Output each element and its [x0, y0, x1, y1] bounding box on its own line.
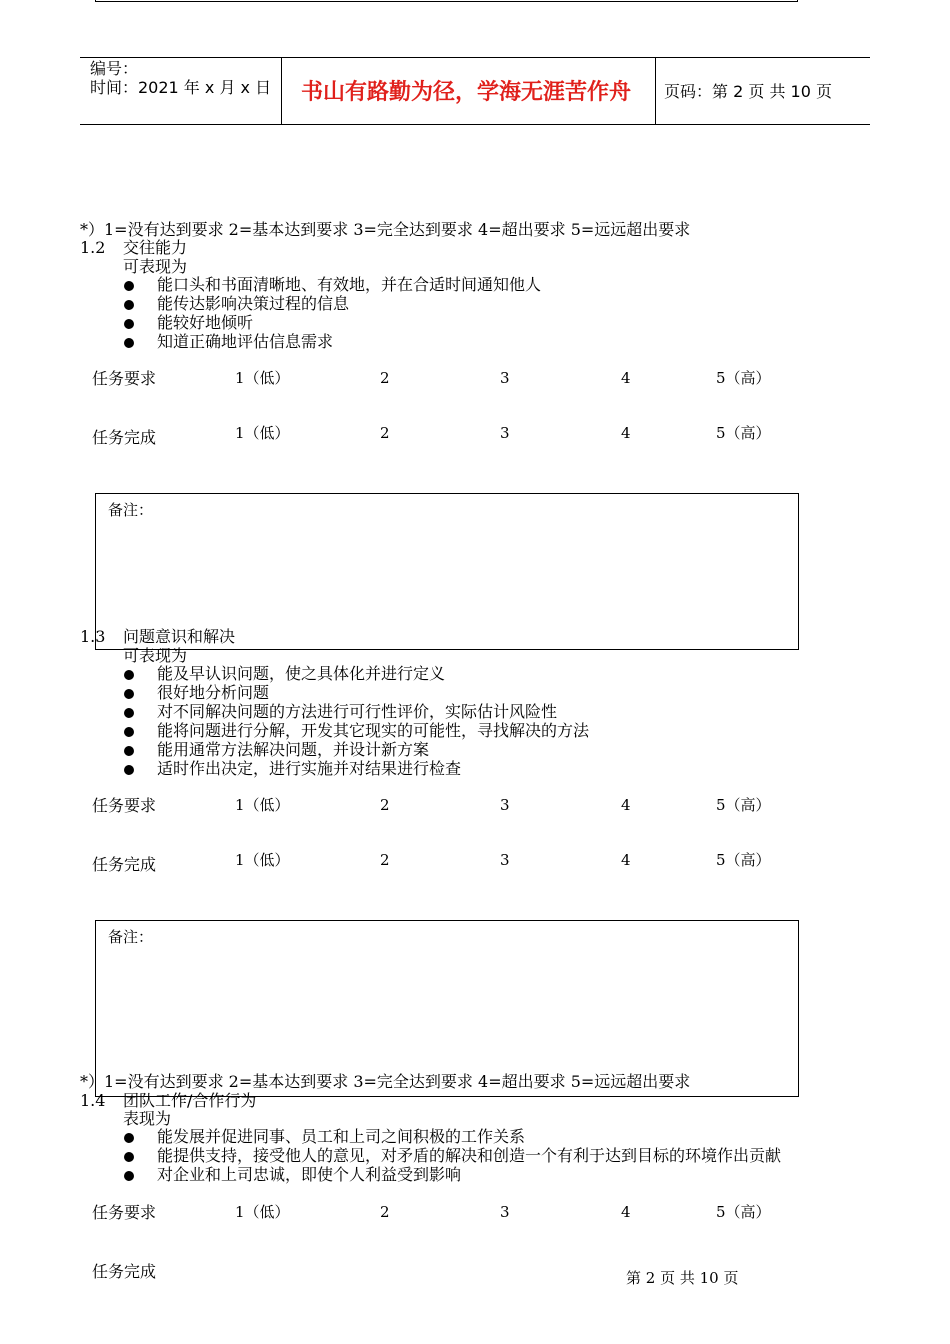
rating-legend: *）1=没有达到要求 2=基本达到要求 3=完全达到要求 4=超出要求 5=远远超出要求: [80, 1072, 691, 1091]
rating-option-2[interactable]: 2: [380, 424, 390, 442]
rating-option-4[interactable]: 4: [621, 1203, 631, 1221]
bullet-icon: [124, 746, 134, 756]
section-intro: 可表现为: [123, 257, 188, 276]
rating-option-1[interactable]: 1（低）: [235, 796, 290, 814]
bullet-icon: [124, 689, 134, 699]
header-page-label: 页码：第 2 页 共 10 页: [664, 82, 832, 101]
rating-row-label: 任务要求: [92, 1203, 157, 1222]
rating-row-label: 任务要求: [92, 369, 157, 388]
remarks-box[interactable]: [95, 920, 799, 1097]
remarks-label: 备注：: [108, 501, 154, 519]
section-title: 团队工作/合作行为: [123, 1091, 257, 1110]
rating-option-2[interactable]: 2: [380, 369, 390, 387]
rating-option-1[interactable]: 1（低）: [235, 1203, 290, 1221]
bullet-icon: [124, 670, 134, 680]
rating-legend: *）1=没有达到要求 2=基本达到要求 3=完全达到要求 4=超出要求 5=远远超出要求: [80, 220, 691, 239]
rating-option-5[interactable]: 5（高）: [716, 1203, 771, 1221]
section-title: 问题意识和解决: [123, 627, 236, 646]
rating-option-5[interactable]: 5（高）: [716, 424, 771, 442]
bullet-icon: [124, 300, 134, 310]
rating-option-4[interactable]: 4: [621, 369, 631, 387]
page-footer: 第 2 页 共 10 页: [626, 1269, 739, 1287]
list-item: 对企业和上司忠诚，即使个人利益受到影响: [157, 1165, 462, 1184]
bullet-icon: [124, 727, 134, 737]
rating-option-3[interactable]: 3: [500, 424, 510, 442]
rating-option-4[interactable]: 4: [621, 796, 631, 814]
rating-option-1[interactable]: 1（低）: [235, 424, 290, 442]
section-number: 1.2: [80, 238, 106, 257]
document-time-label: 时间：2021 年 x 月 x 日: [90, 78, 272, 97]
rating-option-3[interactable]: 3: [500, 369, 510, 387]
bullet-icon: [124, 1133, 134, 1143]
list-item: 对不同解决问题的方法进行可行性评价，实际估计风险性: [157, 702, 558, 721]
bullet-icon: [124, 708, 134, 718]
bullet-icon: [124, 1171, 134, 1181]
list-item: 能传达影响决策过程的信息: [157, 294, 350, 313]
rating-option-5[interactable]: 5（高）: [716, 796, 771, 814]
section-intro: 表现为: [123, 1109, 172, 1128]
bullet-icon: [124, 765, 134, 775]
list-item: 能提供支持，接受他人的意见，对矛盾的解决和创造一个有利于达到目标的环境作出贡献: [157, 1146, 782, 1165]
rating-option-3[interactable]: 3: [500, 851, 510, 869]
bullet-icon: [124, 1152, 134, 1162]
rating-option-3[interactable]: 3: [500, 1203, 510, 1221]
bullet-icon: [124, 281, 134, 291]
rating-option-2[interactable]: 2: [380, 796, 390, 814]
bullet-icon: [124, 319, 134, 329]
bullet-icon: [124, 338, 134, 348]
prev-box-bottom: [95, 1, 797, 2]
rating-option-1[interactable]: 1（低）: [235, 369, 290, 387]
rating-option-1[interactable]: 1（低）: [235, 851, 290, 869]
list-item: 能用通常方法解决问题，并设计新方案: [157, 740, 430, 759]
rating-option-5[interactable]: 5（高）: [716, 851, 771, 869]
list-item: 知道正确地评估信息需求: [157, 332, 334, 351]
list-item: 能发展并促进同事、员工和上司之间积极的工作关系: [157, 1127, 526, 1146]
remarks-label: 备注：: [108, 928, 154, 946]
rating-row-label: 任务完成: [92, 855, 157, 874]
rating-row-label: 任务要求: [92, 796, 157, 815]
document-number-label: 编号：: [90, 59, 139, 78]
list-item: 能将问题进行分解，开发其它现实的可能性，寻找解决的方法: [157, 721, 590, 740]
section-intro: 可表现为: [123, 646, 188, 665]
rating-option-4[interactable]: 4: [621, 424, 631, 442]
rating-option-2[interactable]: 2: [380, 851, 390, 869]
rating-option-2[interactable]: 2: [380, 1203, 390, 1221]
list-item: 适时作出决定，进行实施并对结果进行检查: [157, 759, 462, 778]
rating-option-4[interactable]: 4: [621, 851, 631, 869]
rating-row-label: 任务完成: [92, 428, 157, 447]
rating-option-5[interactable]: 5（高）: [716, 369, 771, 387]
rating-row-label: 任务完成: [92, 1262, 157, 1281]
list-item: 能较好地倾听: [157, 313, 254, 332]
prev-box-edge-right: [797, 0, 798, 2]
list-item: 很好地分析问题: [157, 683, 270, 702]
list-item: 能及早认识问题，使之具体化并进行定义: [157, 664, 446, 683]
header-motto: 书山有路勤为径，学海无涯苦作舟: [301, 79, 632, 105]
section-number: 1.4: [80, 1091, 106, 1110]
section-title: 交往能力: [123, 238, 188, 257]
list-item: 能口头和书面清晰地、有效地，并在合适时间通知他人: [157, 275, 542, 294]
rating-option-3[interactable]: 3: [500, 796, 510, 814]
section-number: 1.3: [80, 627, 106, 646]
